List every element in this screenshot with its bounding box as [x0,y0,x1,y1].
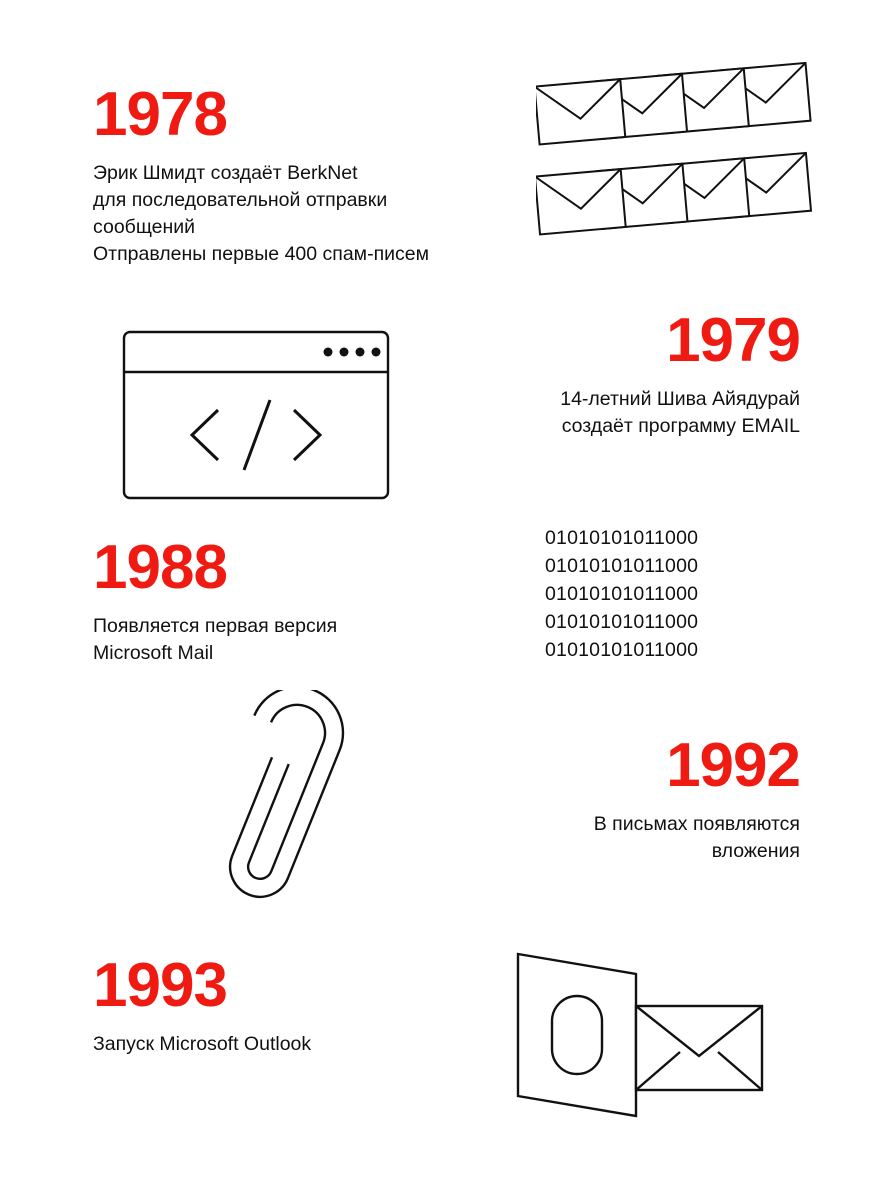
description-1978 [93,160,513,268]
description-line: Эрик Шмидт создаёт BerkNet [93,162,358,184]
binary-row: 01010101011000 [545,610,699,633]
code-window-icon [122,330,390,500]
description-line: Запуск Microsoft Outlook [93,1033,312,1055]
timeline-entry-1979 [470,306,800,440]
year-label-1978: 1978 [93,80,227,149]
binary-code-block [545,525,805,675]
description-line: В письмах появляются [593,813,800,835]
binary-row: 01010101011000 [545,582,699,605]
envelopes-stack-icon [536,60,826,255]
timeline-entry-1993 [93,951,493,1058]
year-label-1993: 1993 [93,951,227,1020]
description-line: Microsoft Mail [93,641,214,664]
timeline-entry-1978 [93,80,513,268]
year-label-1992: 1992 [666,731,800,800]
year-label-1988: 1988 [93,533,227,602]
timeline-entry-1992 [470,731,800,865]
description-line: 14-летний Шива Айядурай [560,388,800,410]
binary-row: 01010101011000 [545,554,699,577]
binary-row: 01010101011000 [545,527,699,549]
open-mail-icon [500,940,800,1130]
description-1992 [470,811,800,865]
description-1993 [93,1031,493,1058]
description-line: создаёт программу EMAIL [561,414,800,437]
description-1988 [93,613,493,667]
description-line: сообщений [93,215,196,238]
year-label-1979: 1979 [666,306,800,375]
paperclip-icon [160,690,380,920]
timeline-entry-1988 [93,533,493,667]
description-line: Появляется первая версия [93,615,338,637]
description-line: для последовательной отправки [93,188,388,211]
description-line: Отправлены первые 400 спам-писем [93,242,430,265]
description-1979 [470,386,800,440]
description-line: вложения [711,839,800,862]
binary-row: 01010101011000 [545,638,699,661]
